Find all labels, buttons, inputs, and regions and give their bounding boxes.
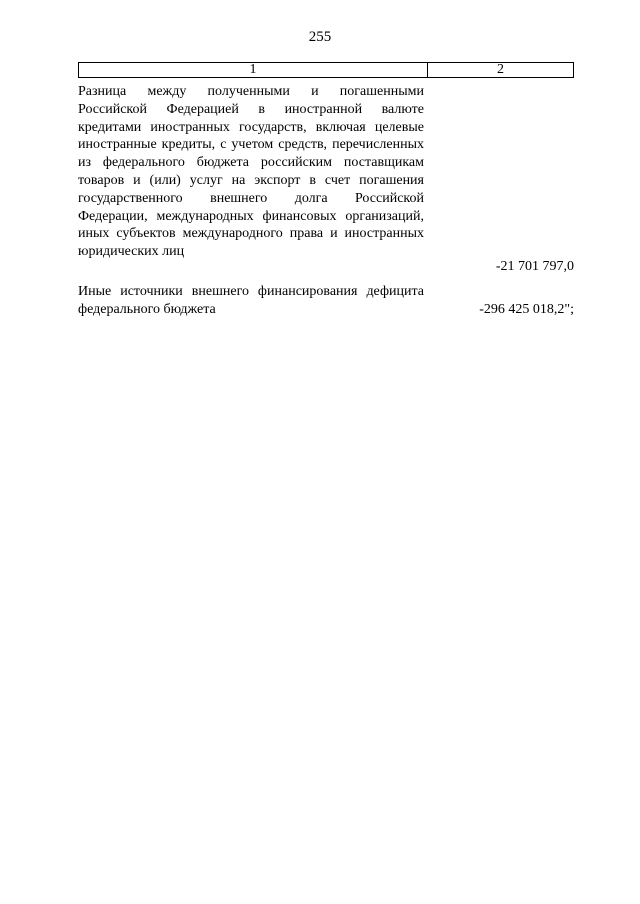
- table-row: [78, 83, 574, 276]
- row-description: Иные источники внешнего финансирования дефицита федерального бюджета: [78, 284, 424, 317]
- row-value: -296 425 018,2";: [479, 302, 574, 318]
- table-column-headers: [78, 62, 574, 78]
- page-number: 255: [308, 29, 332, 45]
- row-description: Разница между полученными и погашенными Российской Федерацией в иностранной валюте кредитами иностранных государств, включая целевые иностранные кредиты, с учетом средств, перечисленных из федерального бюджета российским поставщикам товаров и (или) услуг на экспорт в счет погашения государственного внешнего долга Российской Федерации, международных финансовых организаций, иных субъектов международного права и иностранных юридических лиц: [78, 84, 424, 260]
- row-value: -21 701 797,0: [495, 259, 574, 275]
- column-header-1: 1: [79, 63, 428, 77]
- column-header-2: 2: [497, 62, 504, 77]
- table-row: [78, 283, 574, 319]
